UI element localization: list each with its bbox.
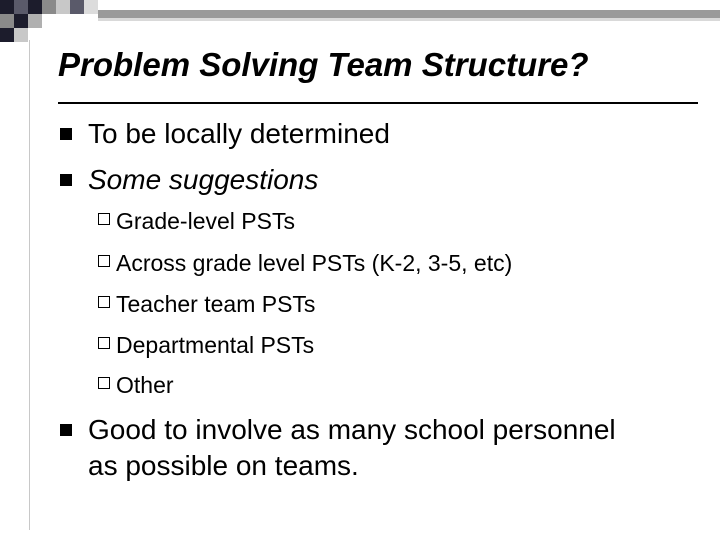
sub-bullet-text: Departmental PSTs <box>116 332 315 358</box>
bullet-text: Some suggestions <box>88 164 319 195</box>
sub-bullet-text: Teacher team PSTs <box>116 291 316 317</box>
hollow-square-bullet-icon <box>98 337 110 349</box>
bullet-text-continued: as possible on teams. <box>88 450 359 481</box>
sub-bullet-text: Other <box>116 372 174 398</box>
hollow-square-bullet-icon <box>98 213 110 225</box>
header-band-light <box>98 18 720 21</box>
hollow-square-bullet-icon <box>98 377 110 389</box>
slide-title: Problem Solving Team Structure? <box>58 46 589 83</box>
left-rule <box>29 40 30 530</box>
title-underline <box>58 102 698 104</box>
hollow-square-bullet-icon <box>98 296 110 308</box>
hollow-square-bullet-icon <box>98 255 110 267</box>
header-band <box>98 10 720 18</box>
bullet-text: To be locally determined <box>88 118 390 149</box>
square-bullet-icon <box>60 128 72 140</box>
sub-bullet-text: Across grade level PSTs (K-2, 3-5, etc) <box>116 250 513 276</box>
square-bullet-icon <box>60 174 72 186</box>
bullet-text: Good to involve as many school personnel <box>88 414 616 445</box>
sub-bullet-text: Grade-level PSTs <box>116 208 295 234</box>
square-bullet-icon <box>60 424 72 436</box>
